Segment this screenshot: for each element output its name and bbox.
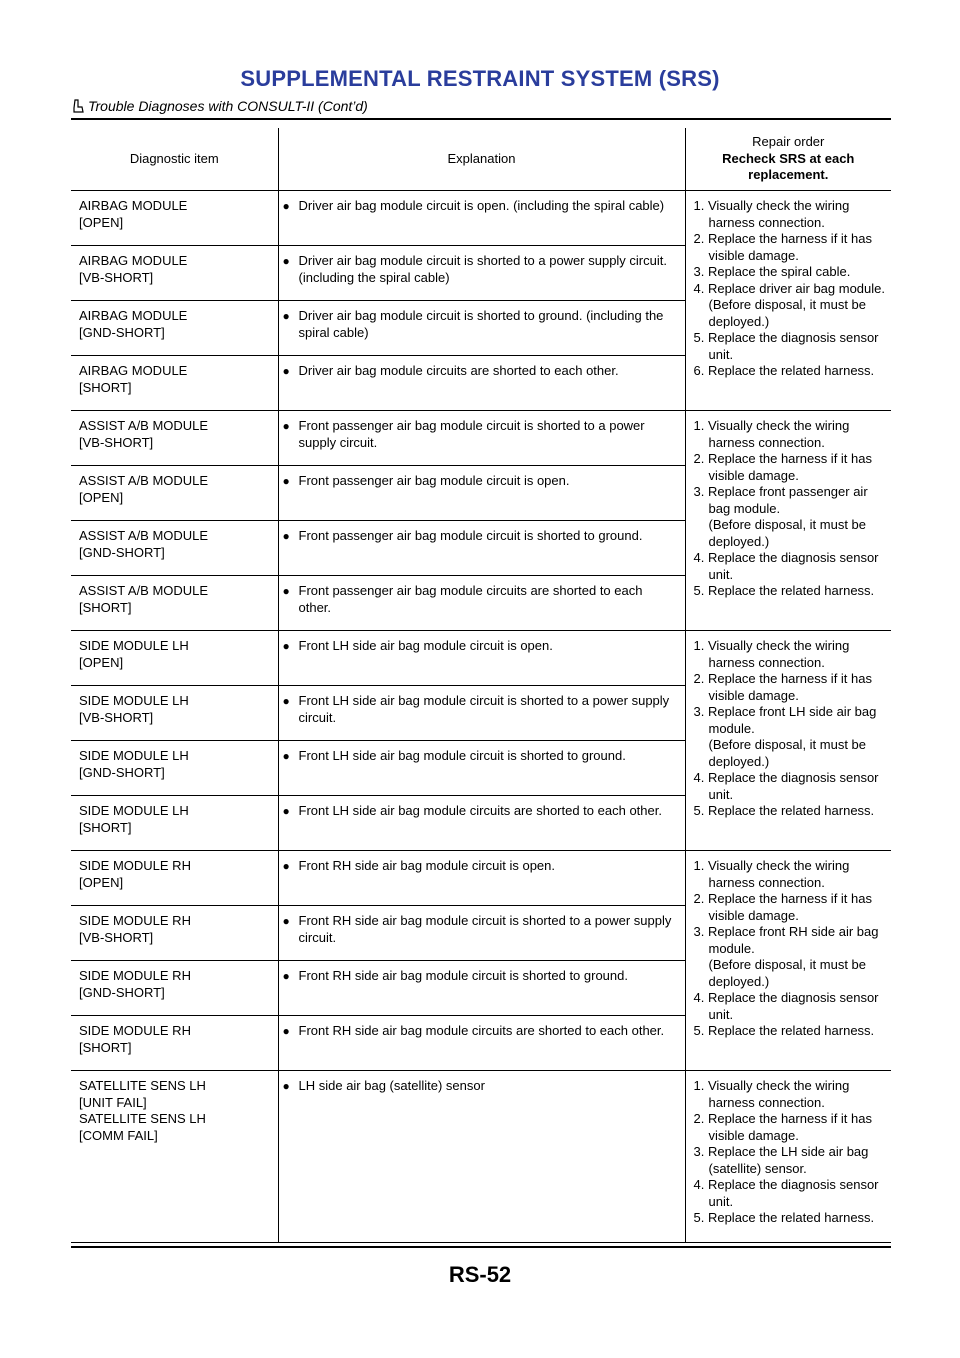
repair-steps-list	[694, 198, 886, 380]
repair-step: 5. Replace the related harness.	[693, 583, 875, 598]
section-subtitle	[72, 98, 368, 114]
bullet-icon: ●	[282, 199, 290, 213]
explanation-cell	[278, 961, 685, 1016]
diagnostic-item-line: ASSIST A/B MODULE	[79, 473, 209, 488]
header-explanation: Explanation	[278, 128, 685, 191]
diagnostic-item-cell	[71, 356, 278, 411]
repair-order-cell	[685, 851, 891, 1071]
bullet-icon: ●	[282, 749, 290, 763]
diagnostic-item-line: [SHORT]	[79, 1039, 132, 1055]
explanation-text: Front passenger air bag module circuit is shorted to a power supply circuit.	[298, 418, 645, 450]
repair-step: 3. Replace the spiral cable.	[693, 264, 851, 279]
bullet-icon: ●	[282, 584, 290, 598]
bullet-icon: ●	[282, 914, 290, 928]
repair-order-cell	[685, 191, 891, 411]
diagnostic-item-line: SIDE MODULE LH	[79, 803, 189, 818]
header-repair-title: Repair order	[752, 134, 825, 150]
diagnostic-item-cell	[71, 1016, 278, 1071]
explanation-cell	[278, 1016, 685, 1071]
diagnostic-item-line: [VB-SHORT]	[79, 709, 154, 725]
diagnostic-item-line: SIDE MODULE LH	[79, 638, 189, 653]
diagnostic-item-cell	[71, 851, 278, 906]
explanation-text: Front RH side air bag module circuit is open.	[298, 858, 556, 873]
repair-order-cell	[685, 631, 891, 851]
table-row	[71, 631, 891, 686]
diagnostic-item-line: [COMM FAIL]	[79, 1127, 158, 1143]
diagnostic-item-line: [OPEN]	[79, 874, 124, 890]
repair-step: 1. Visually check the wiring harness connection.	[693, 418, 850, 450]
diagnostic-table	[71, 128, 891, 1243]
page-number: RS-52	[448, 1262, 512, 1287]
repair-step: 2. Replace the harness if it has visible damage.	[693, 1111, 872, 1143]
diagnostic-item-cell	[71, 961, 278, 1016]
page-title: SUPPLEMENTAL RESTRAINT SYSTEM (SRS)	[240, 66, 720, 91]
diagnostic-item-line: AIRBAG MODULE	[79, 308, 188, 323]
diagnostic-item-line: SIDE MODULE LH	[79, 693, 189, 708]
table-row	[71, 411, 891, 466]
bullet-icon: ●	[282, 364, 290, 378]
explanation-cell	[278, 631, 685, 686]
explanation-text: Front LH side air bag module circuit is open.	[298, 638, 553, 653]
diagnostic-item-line: [GND-SHORT]	[79, 544, 165, 560]
repair-step: 3. Replace front RH side air bag module.	[693, 924, 879, 956]
diagnostic-item-line: SIDE MODULE LH	[79, 748, 189, 763]
diagnostic-item-line: SIDE MODULE RH	[79, 858, 191, 873]
repair-order-cell	[685, 411, 891, 631]
explanation-text: Driver air bag module circuit is shorted to a power supply circuit. (including the spiral cable)	[298, 253, 667, 285]
explanation-text: Front RH side air bag module circuit is shorted to ground.	[298, 968, 628, 983]
bullet-icon: ●	[282, 1024, 290, 1038]
table-row	[71, 851, 891, 906]
diagnostic-item-line: [OPEN]	[79, 489, 124, 505]
explanation-text: Front passenger air bag module circuit is shorted to ground.	[298, 528, 643, 543]
diagnostic-item-line: AIRBAG MODULE	[79, 253, 188, 268]
diagnostic-item-line: [OPEN]	[79, 654, 124, 670]
explanation-text: Front RH side air bag module circuit is shorted to a power supply circuit.	[298, 913, 672, 945]
header-diagnostic-item: Diagnostic item	[71, 128, 278, 191]
repair-step: 4. Replace driver air bag module.	[693, 280, 885, 296]
explanation-text: Front passenger air bag module circuits are shorted to each other.	[298, 583, 643, 615]
subtitle-text: Trouble Diagnoses with CONSULT-II (Cont’d)	[88, 98, 368, 114]
diagnostic-item-line: AIRBAG MODULE	[79, 363, 188, 378]
repair-step: 2. Replace the harness if it has visible damage.	[693, 891, 872, 923]
diagnostic-item-line: [VB-SHORT]	[79, 929, 154, 945]
repair-step: (Before disposal, it must be deployed.)	[708, 737, 867, 769]
diagnostic-item-line: SATELLITE SENS LH	[79, 1078, 206, 1093]
diagnostic-item-line: SATELLITE SENS LH	[79, 1111, 206, 1126]
diagnostic-item-line: [VB-SHORT]	[79, 434, 154, 450]
repair-step: 4. Replace the diagnosis sensor unit.	[693, 550, 879, 582]
table-body	[71, 191, 891, 1243]
repair-step: 2. Replace the harness if it has visible damage.	[693, 231, 872, 263]
diagnostic-item-cell	[71, 521, 278, 576]
diagnostic-item-line: [VB-SHORT]	[79, 269, 154, 285]
diagnostic-item-cell	[71, 301, 278, 356]
diagnostic-item-cell	[71, 246, 278, 301]
repair-step: 3. Replace the LH side air bag (satellite) sensor.	[693, 1144, 869, 1176]
repair-step: 1. Visually check the wiring harness connection.	[693, 858, 850, 890]
explanation-text: Driver air bag module circuit is open. (including the spiral cable)	[298, 198, 665, 213]
explanation-cell	[278, 906, 685, 961]
diagnostic-item-line: ASSIST A/B MODULE	[79, 418, 209, 433]
diagnostic-item-cell	[71, 631, 278, 686]
repair-step: 5. Replace the diagnosis sensor unit.	[693, 330, 879, 362]
repair-step: (Before disposal, it must be deployed.)	[708, 297, 867, 329]
explanation-cell	[278, 851, 685, 906]
repair-step: 4. Replace the diagnosis sensor unit.	[693, 990, 879, 1022]
table-row	[71, 1071, 891, 1243]
explanation-text: Driver air bag module circuit is shorted to ground. (including the spiral cable)	[298, 308, 664, 340]
table-row	[71, 191, 891, 246]
repair-step: 2. Replace the harness if it has visible damage.	[693, 671, 872, 703]
repair-step: 1. Visually check the wiring harness connection.	[693, 1078, 850, 1110]
table-header-row	[71, 128, 891, 191]
diagnostic-item-line: [SHORT]	[79, 379, 132, 395]
diagnostic-item-cell	[71, 796, 278, 851]
explanation-cell	[278, 466, 685, 521]
repair-step: 4. Replace the diagnosis sensor unit.	[693, 1177, 879, 1209]
header-rule	[71, 118, 891, 120]
header-repair-order	[685, 128, 891, 191]
diagnostic-item-line: SIDE MODULE RH	[79, 1023, 191, 1038]
repair-step: 4. Replace the diagnosis sensor unit.	[693, 770, 879, 802]
explanation-cell	[278, 411, 685, 466]
repair-step: 5. Replace the related harness.	[693, 803, 875, 818]
repair-step: 5. Replace the related harness.	[693, 1210, 875, 1225]
bullet-icon: ●	[282, 529, 290, 543]
repair-step: (Before disposal, it must be deployed.)	[708, 957, 867, 989]
diagnostic-item-cell	[71, 576, 278, 631]
diagnostic-item-line: SIDE MODULE RH	[79, 968, 191, 983]
diagnostic-item-cell	[71, 466, 278, 521]
diagnostic-item-cell	[71, 686, 278, 741]
bullet-icon: ●	[282, 309, 290, 323]
repair-step: 1. Visually check the wiring harness connection.	[693, 638, 850, 670]
repair-step: 3. Replace front passenger air bag module.	[693, 484, 868, 516]
repair-step: 5. Replace the related harness.	[693, 1023, 875, 1038]
explanation-cell	[278, 1071, 685, 1243]
diagnostic-item-line: [GND-SHORT]	[79, 324, 165, 340]
explanation-cell	[278, 796, 685, 851]
explanation-cell	[278, 301, 685, 356]
diagnostic-item-line: [GND-SHORT]	[79, 984, 165, 1000]
diagnostic-item-line: AIRBAG MODULE	[79, 198, 188, 213]
bullet-icon: ●	[282, 859, 290, 873]
diagnostic-item-line: [SHORT]	[79, 819, 132, 835]
repair-steps-list	[694, 418, 886, 600]
bullet-icon: ●	[282, 804, 290, 818]
explanation-cell	[278, 191, 685, 246]
bullet-icon: ●	[282, 1079, 290, 1093]
repair-step: (Before disposal, it must be deployed.)	[708, 517, 867, 549]
diagnostic-item-line: [UNIT FAIL]	[79, 1094, 147, 1110]
repair-order-cell	[685, 1071, 891, 1243]
repair-steps-list	[694, 858, 886, 1040]
repair-step: 2. Replace the harness if it has visible damage.	[693, 451, 872, 483]
repair-step: 3. Replace front LH side air bag module.	[693, 704, 877, 736]
diagnostic-item-line: ASSIST A/B MODULE	[79, 528, 209, 543]
explanation-cell	[278, 741, 685, 796]
diagnostic-item-line: [GND-SHORT]	[79, 764, 165, 780]
bullet-icon: ●	[282, 969, 290, 983]
diagnostic-item-line: ASSIST A/B MODULE	[79, 583, 209, 598]
diagnostic-item-cell	[71, 191, 278, 246]
bullet-icon: ●	[282, 419, 290, 433]
diagnostic-item-cell	[71, 741, 278, 796]
explanation-text: Driver air bag module circuits are shorted to each other.	[298, 363, 619, 378]
diagnostic-item-line: SIDE MODULE RH	[79, 913, 191, 928]
repair-steps-list	[694, 638, 886, 820]
explanation-cell	[278, 576, 685, 631]
repair-steps-list	[694, 1078, 886, 1227]
explanation-text: Front passenger air bag module circuit is open.	[298, 473, 570, 488]
explanation-text: LH side air bag (satellite) sensor	[298, 1078, 485, 1093]
bullet-icon: ●	[282, 474, 290, 488]
diagnostic-item-cell	[71, 906, 278, 961]
bullet-icon: ●	[282, 694, 290, 708]
explanation-text: Front LH side air bag module circuit is shorted to a power supply circuit.	[298, 693, 670, 725]
car-seat-icon	[72, 99, 84, 113]
explanation-text: Front LH side air bag module circuits are shorted to each other.	[298, 803, 662, 818]
header-repair-note: Recheck SRS at each replacement.	[722, 150, 855, 183]
diagnostic-item-line: [SHORT]	[79, 599, 132, 615]
diagnostic-item-cell	[71, 411, 278, 466]
explanation-cell	[278, 686, 685, 741]
repair-step: 1. Visually check the wiring harness connection.	[693, 198, 850, 230]
bullet-icon: ●	[282, 254, 290, 268]
explanation-text: Front RH side air bag module circuits are shorted to each other.	[298, 1023, 665, 1038]
repair-step: 6. Replace the related harness.	[693, 363, 875, 378]
footer-rule	[71, 1246, 891, 1248]
diagnostic-item-cell	[71, 1071, 278, 1243]
bullet-icon: ●	[282, 639, 290, 653]
explanation-cell	[278, 521, 685, 576]
diagnostic-item-line: [OPEN]	[79, 214, 124, 230]
explanation-cell	[278, 356, 685, 411]
explanation-cell	[278, 246, 685, 301]
explanation-text: Front LH side air bag module circuit is shorted to ground.	[298, 748, 626, 763]
